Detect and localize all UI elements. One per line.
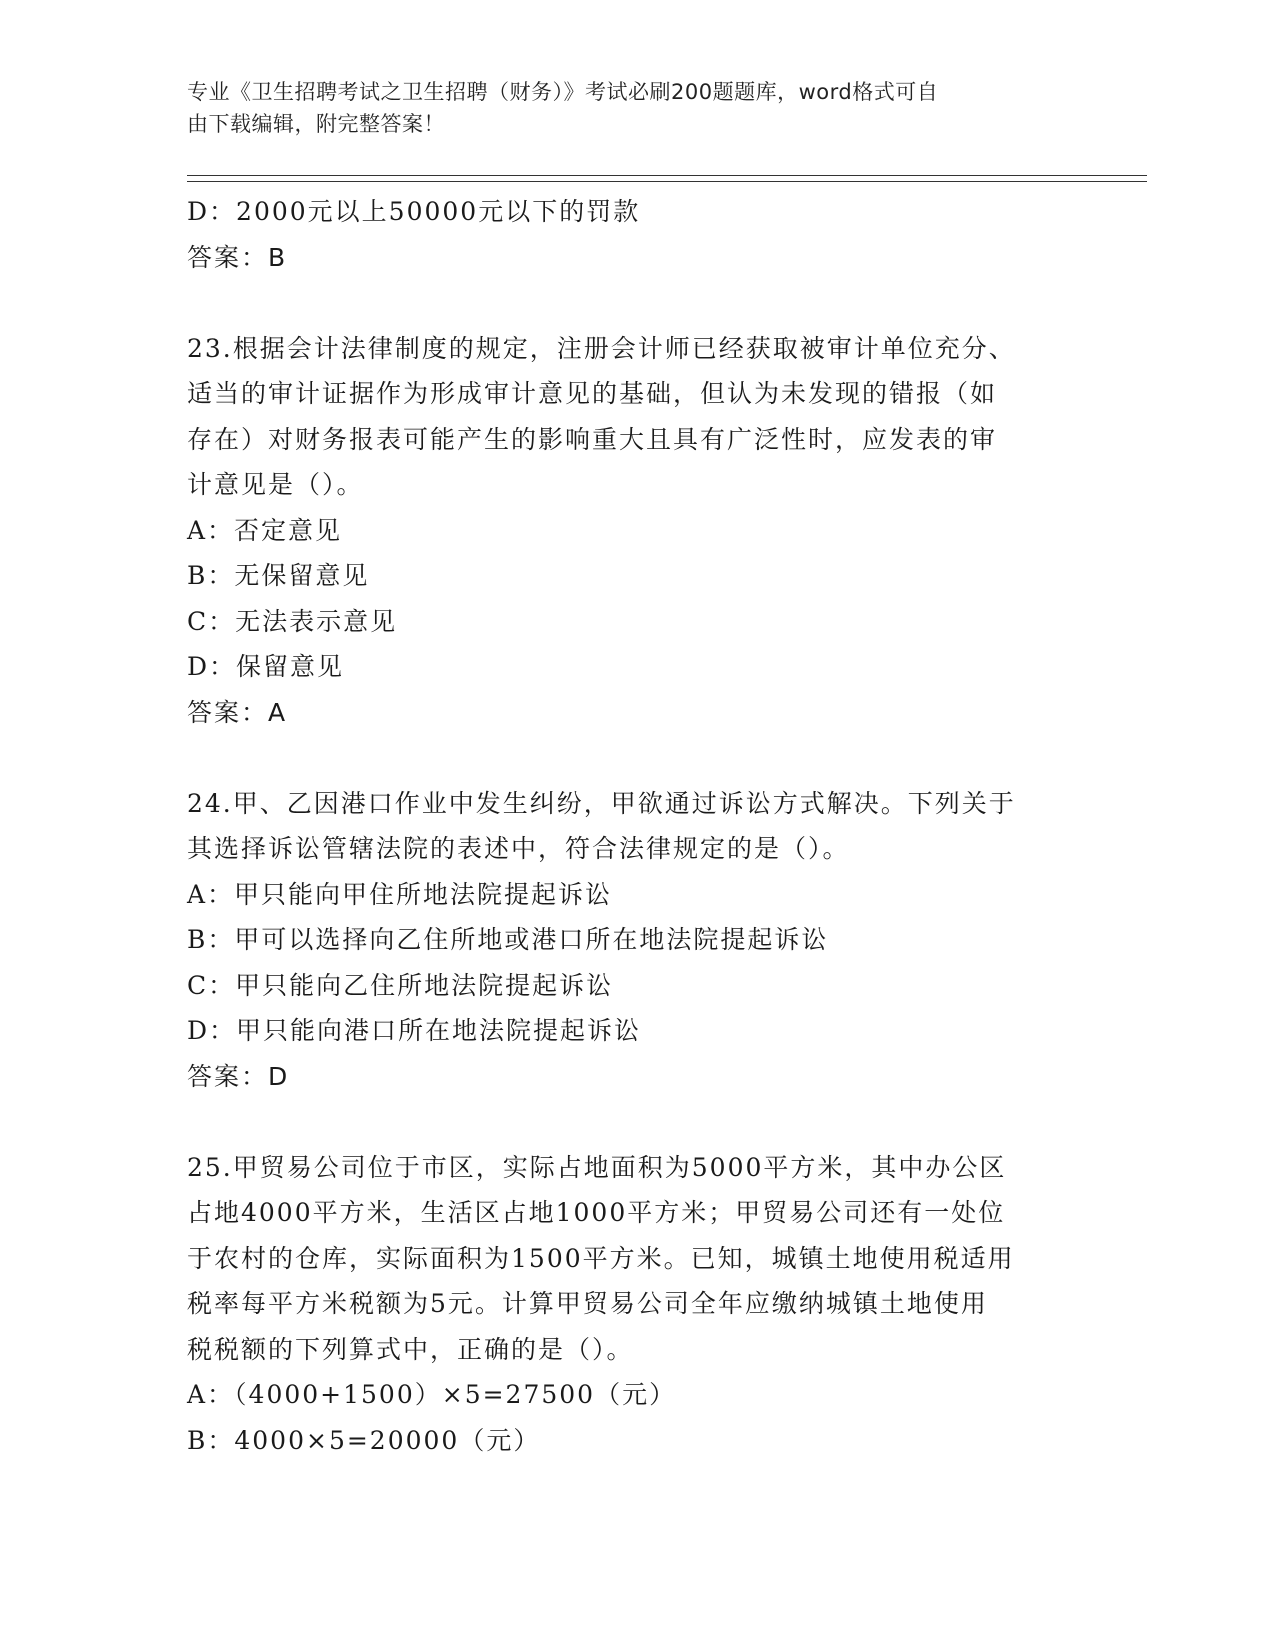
- option-b: B：甲可以选择向乙住所地或港口所在地法院提起诉讼: [187, 925, 829, 954]
- question-text-line: 23.根据会计法律制度的规定，注册会计师已经获取被审计单位充分、: [187, 333, 1016, 363]
- option-c: C：甲只能向乙住所地法院提起诉讼: [187, 970, 614, 1000]
- question-text-line: 适当的审计证据作为形成审计意见的基础，但认为未发现的错报（如: [187, 379, 998, 408]
- question-25: [187, 1145, 1077, 1464]
- option-a: A：（4000+1500）×5=27500（元）: [187, 1380, 677, 1409]
- spacer: [187, 280, 1077, 326]
- question-text-line: 计意见是（）。: [187, 470, 364, 499]
- question-text-line: 税税额的下列算式中，正确的是（）。: [187, 1334, 634, 1364]
- spacer: [187, 735, 1077, 781]
- option-b: B：4000×5=20000（元）: [187, 1425, 541, 1455]
- question-text-line: 于农村的仓库，实际面积为1500平方米。已知，城镇土地使用税适用: [187, 1243, 1015, 1273]
- question-text-line: 税率每平方米税额为5元。计算甲贸易公司全年应缴纳城镇土地使用: [187, 1289, 988, 1318]
- option-c: C：无法表示意见: [187, 606, 398, 636]
- option-d: D：保留意见: [187, 652, 345, 681]
- question-text-line: 24.甲、乙因港口作业中发生纠纷，甲欲通过诉讼方式解决。下列关于: [187, 788, 1016, 818]
- question-text-line: 其选择诉讼管辖法院的表述中，符合法律规定的是（）。: [187, 834, 850, 863]
- header-divider-top: [187, 175, 1147, 176]
- option-d: D：甲只能向港口所在地法院提起诉讼: [187, 1016, 642, 1045]
- document-body: [187, 189, 1077, 1463]
- header-line-2: 由下载编辑，附完整答案！: [187, 112, 445, 136]
- option-d: D：2000元以上50000元以下的罚款: [187, 197, 641, 226]
- answer: 答案：A: [187, 697, 288, 727]
- header-divider-bottom: [187, 181, 1147, 182]
- option-a: A：甲只能向甲住所地法院提起诉讼: [187, 879, 613, 909]
- header-line-1: 专业《卫生招聘考试之卫生招聘（财务）》考试必刷200题题库，word格式可自: [187, 80, 939, 104]
- option-a: A：否定意见: [187, 515, 343, 545]
- spacer: [187, 1099, 1077, 1145]
- answer: 答案：D: [187, 1061, 290, 1091]
- question-text-line: 占地4000平方米，生活区占地1000平方米；甲贸易公司还有一处位: [187, 1198, 1006, 1227]
- question-24: [187, 781, 1077, 1100]
- answer: 答案：B: [187, 242, 288, 272]
- question-text-line: 25.甲贸易公司位于市区，实际占地面积为5000平方米，其中办公区: [187, 1152, 1007, 1182]
- question-text-line: 存在）对财务报表可能产生的影响重大且具有广泛性时，应发表的审: [187, 424, 998, 454]
- option-b: B：无保留意见: [187, 561, 370, 590]
- question-23: [187, 326, 1077, 736]
- document-header: [187, 76, 1067, 140]
